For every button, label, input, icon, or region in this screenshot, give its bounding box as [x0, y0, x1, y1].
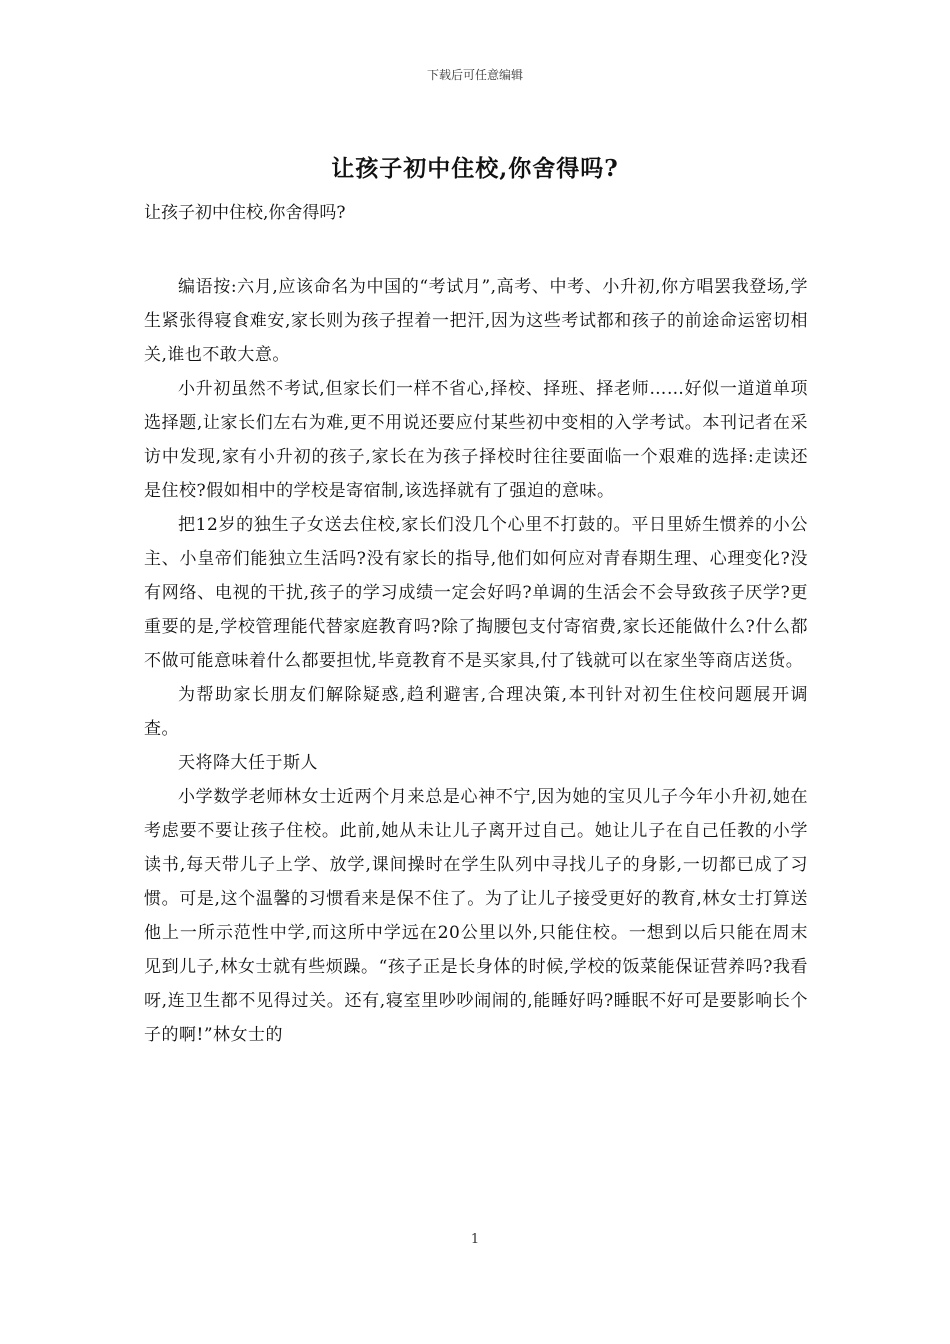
document-title: 让孩子初中住校,你舍得吗? — [331, 155, 619, 182]
page-number: 1 — [470, 1232, 480, 1247]
article-body — [144, 270, 808, 1052]
paragraph-ms-lin-story: 小学数学老师林女士近两个月来总是心神不宁,因为她的宝贝儿子今年小升初,她在考虑要不要让孩子住校。此前,她从未让儿子离开过自己。她让儿子在自己任教的小学读书,每天带儿子上学、放学,课间操时在学生队列中寻找儿子的身影,一切都已成了习惯。可是,这个温馨的习惯看来是保不住了。为了让儿子接受更好的教育,林女士打算送他上一所示范性中学,而这所中学远在20公里以外,只能住校。一想到以后只能在周末见到儿子,林女士就有些烦躁。“孩子正是长身体的时候,学校的饭菜能保证营养吗?我看呀,连卫生都不见得过关。还有,寝室里吵吵闹闹的,能睡好吗?睡眠不好可是要影响长个子的啊!”林女士的 — [144, 787, 808, 1045]
paragraph-editor-note: 编语按:六月,应该命名为中国的“考试月”,高考、中考、小升初,你方唱罢我登场,学生紧张得寝食难安,家长则为孩子捏着一把汗,因为这些考试都和孩子的前途命运密切相关,谁也不敢大意。 — [144, 277, 808, 365]
paragraph-school-choice: 小升初虽然不考试,但家长们一样不省心,择校、择班、择老师……好似一道道单项选择题,让家长们左右为难,更不用说还要应付某些初中变相的入学考试。本刊记者在采访中发现,家有小升初的孩子,家长在为孩子择校时往往要面临一个艰难的选择:走读还是住校?假如相中的学校是寄宿制,该选择就有了强迫的意味。 — [144, 379, 808, 501]
paragraph-parent-worries: 把12岁的独生子女送去住校,家长们没几个心里不打鼓的。平日里娇生惯养的小公主、小皇帝们能独立生活吗?没有家长的指导,他们如何应对青春期生理、心理变化?没有网络、电视的干扰,孩子的学习成绩一定会好吗?单调的生活会不会导致孩子厌学?更重要的是,学校管理能代替家庭教育吗?除了掏腰包支付寄宿费,家长还能做什么?什么都不做可能意味着什么都要担忧,毕竟教育不是买家具,付了钱就可以在家坐等商店送货。 — [144, 515, 808, 671]
document-subtitle: 让孩子初中住校,你舍得吗? — [144, 203, 346, 223]
paragraph-survey-intro: 为帮助家长朋友们解除疑惑,趋利避害,合理决策,本刊针对初生住校问题展开调查。 — [144, 685, 808, 739]
header-note: 下载后可任意编辑 — [426, 68, 523, 82]
section-heading: 天将降大任于斯人 — [178, 753, 318, 773]
